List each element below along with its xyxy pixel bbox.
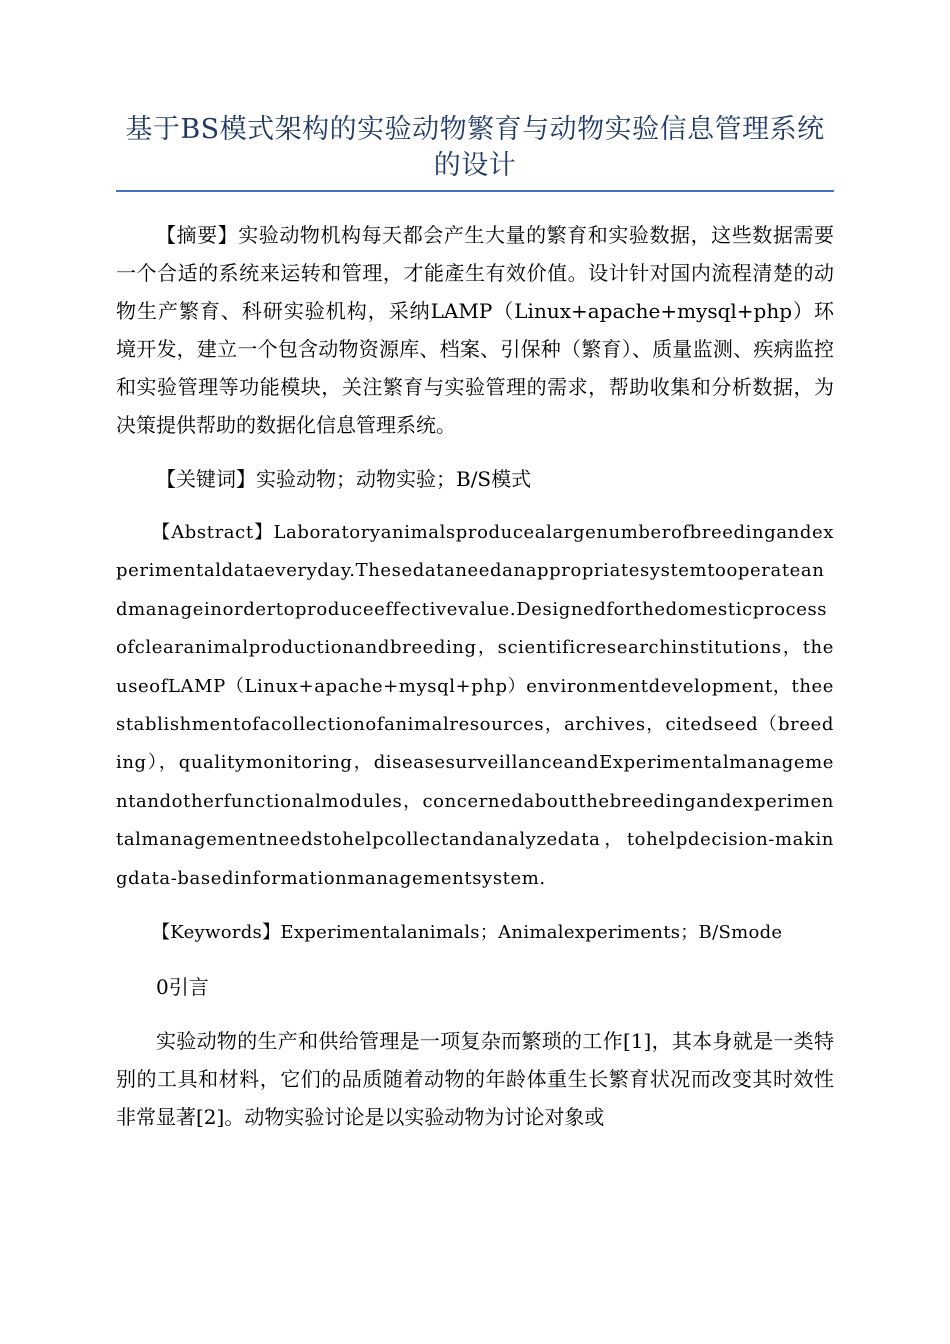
title-underline [116, 190, 834, 192]
abstract-cn: 【摘要】实验动物机构每天都会产生大量的繁育和实验数据，这些数据需要一个合适的系统来运转和管理，才能產生有效价值。设计针对国内流程清楚的动物生产繁育、科研实验机构，采纳LAMP（Linux+apache+mysql+php）环境开发，建立一个包含动物资源库、档案、引保种（繁育）、质量监测、疾病监控和实验管理等功能模块，关注繁育与实验管理的需求，帮助收集和分析数据，为决策提供帮助的数据化信息管理系统。 [116, 223, 834, 437]
section-heading: 0引言 [156, 975, 209, 1000]
abstract-en: 【Abstract】Laboratoryanimalsproducealargenumberofbreedingandexperimentaldataeveryday.Thesedataneedanappropriatesystemtooperateandmanageinordertoproduceeffectivevalue.Designedforthedomesticprocessofclearanimalproductionandbreeding，scientificresearchinstitutions，theuseofLAMP（Linux+apache+mysql+php）environmentdevelopment，theestablishmentofacollectionofanimalresources，archives，citedseed（breeding），qualitymonitoring，diseasesurveillanceandExperimentalmanagementandotherfunctionalmodules，concernedaboutthebreedingandexperimentalmanagementneedstohelpcollectandanalyzedata，tohelpdecision-makingdata-basedinformationmanagementsystem. [116, 522, 835, 889]
keywords-cn: 【关键词】实验动物；动物实验；B/S模式 [156, 467, 532, 491]
intro-paragraph: 实验动物的生产和供给管理是一项复杂而繁琐的工作[1]，其本身就是一类特别的工具和材料，它们的品质随着动物的年龄体重生长繁育状况而改变其时效性非常显著[2]。动物实验讨论是以实验动物为讨论对象或 [116, 1029, 834, 1130]
document-page [116, 112, 834, 1136]
keywords-en: 【Keywords】Experimentalanimals；Animalexperiments；B/Smode [152, 922, 783, 944]
document-title: 基于BS模式架构的实验动物繁育与动物实验信息管理系统的设计 [125, 114, 825, 181]
